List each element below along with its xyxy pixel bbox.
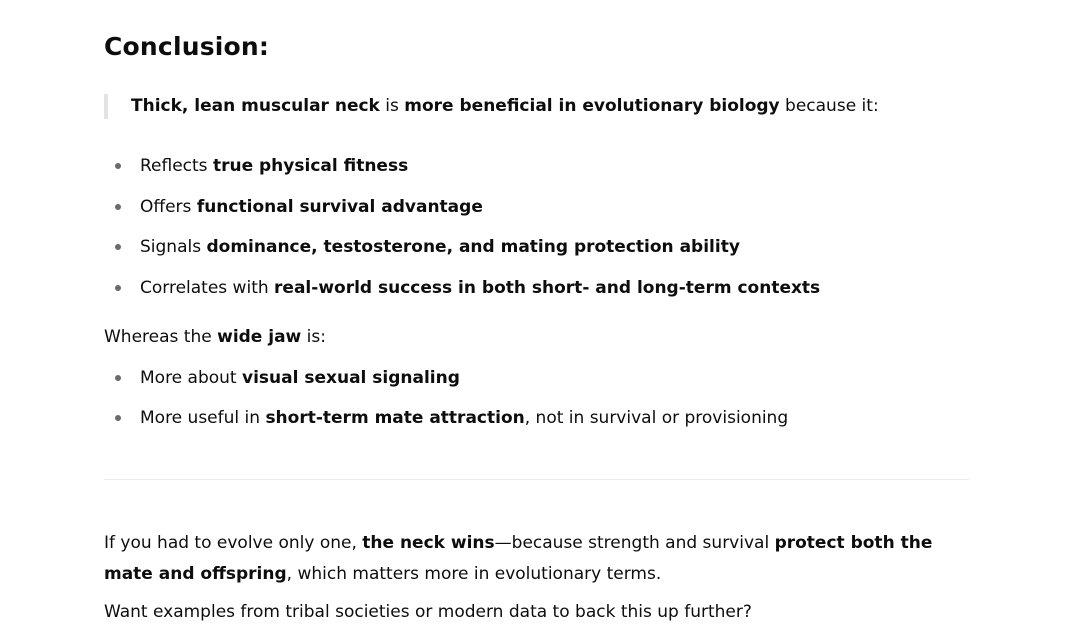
quote-bold-1: Thick, lean muscular neck [131, 96, 380, 116]
final-bold-2: protect both the mate and offspring [104, 533, 933, 584]
bullet-icon [115, 163, 121, 169]
item-text: Correlates with [140, 277, 275, 298]
item-bold: functional survival advantage [196, 196, 483, 217]
list-item [104, 235, 820, 259]
item-text: More useful in [140, 408, 266, 428]
item-bold: short-term mate attraction [265, 408, 525, 428]
jaw-points-list [104, 366, 788, 446]
list-item [104, 195, 820, 219]
item-bold: real-world success in both short- and long-term contexts [274, 277, 821, 298]
jaw-intro-bold: wide jaw [217, 327, 302, 347]
item-text: More about [140, 368, 242, 388]
quote-bold-2: more beneficial in evolutionary biology [404, 96, 780, 116]
bullet-icon [115, 204, 121, 210]
jaw-intro-paragraph [104, 325, 326, 349]
bullet-icon [115, 244, 121, 250]
bullet-icon [115, 285, 121, 291]
quote-text-1: is [379, 96, 405, 116]
final-bold-1: the neck wins [362, 533, 495, 553]
jaw-intro-text: Whereas the [104, 327, 218, 347]
final-verdict-paragraph [104, 528, 969, 590]
conclusion-quote [104, 94, 879, 119]
conclusion-heading: Conclusion: [104, 32, 270, 61]
final-text-2: —because strength and survival [494, 533, 775, 553]
jaw-intro-text-after: is: [301, 327, 326, 347]
item-bold: dominance, testosterone, and mating protection ability [206, 237, 740, 257]
followup-question: Want examples from tribal societies or modern data to back this up further? [104, 602, 752, 622]
quote-text-2: because it: [779, 96, 879, 116]
final-text-3: , which matters more in evolutionary terms. [286, 564, 662, 584]
item-text-after: , not in survival or provisioning [524, 408, 789, 428]
item-text: Offers [140, 196, 197, 217]
section-divider [104, 479, 969, 480]
item-bold: true physical fitness [212, 156, 409, 176]
final-text-1: If you had to evolve only one, [104, 533, 363, 553]
list-item [104, 154, 820, 178]
bullet-icon [115, 415, 121, 421]
list-item [104, 406, 788, 430]
item-text: Signals [140, 237, 207, 257]
neck-benefits-list [104, 154, 820, 316]
item-bold: visual sexual signaling [242, 368, 460, 388]
list-item [104, 276, 820, 300]
bullet-icon [115, 375, 121, 381]
list-item [104, 366, 788, 390]
item-text: Reflects [140, 156, 213, 176]
